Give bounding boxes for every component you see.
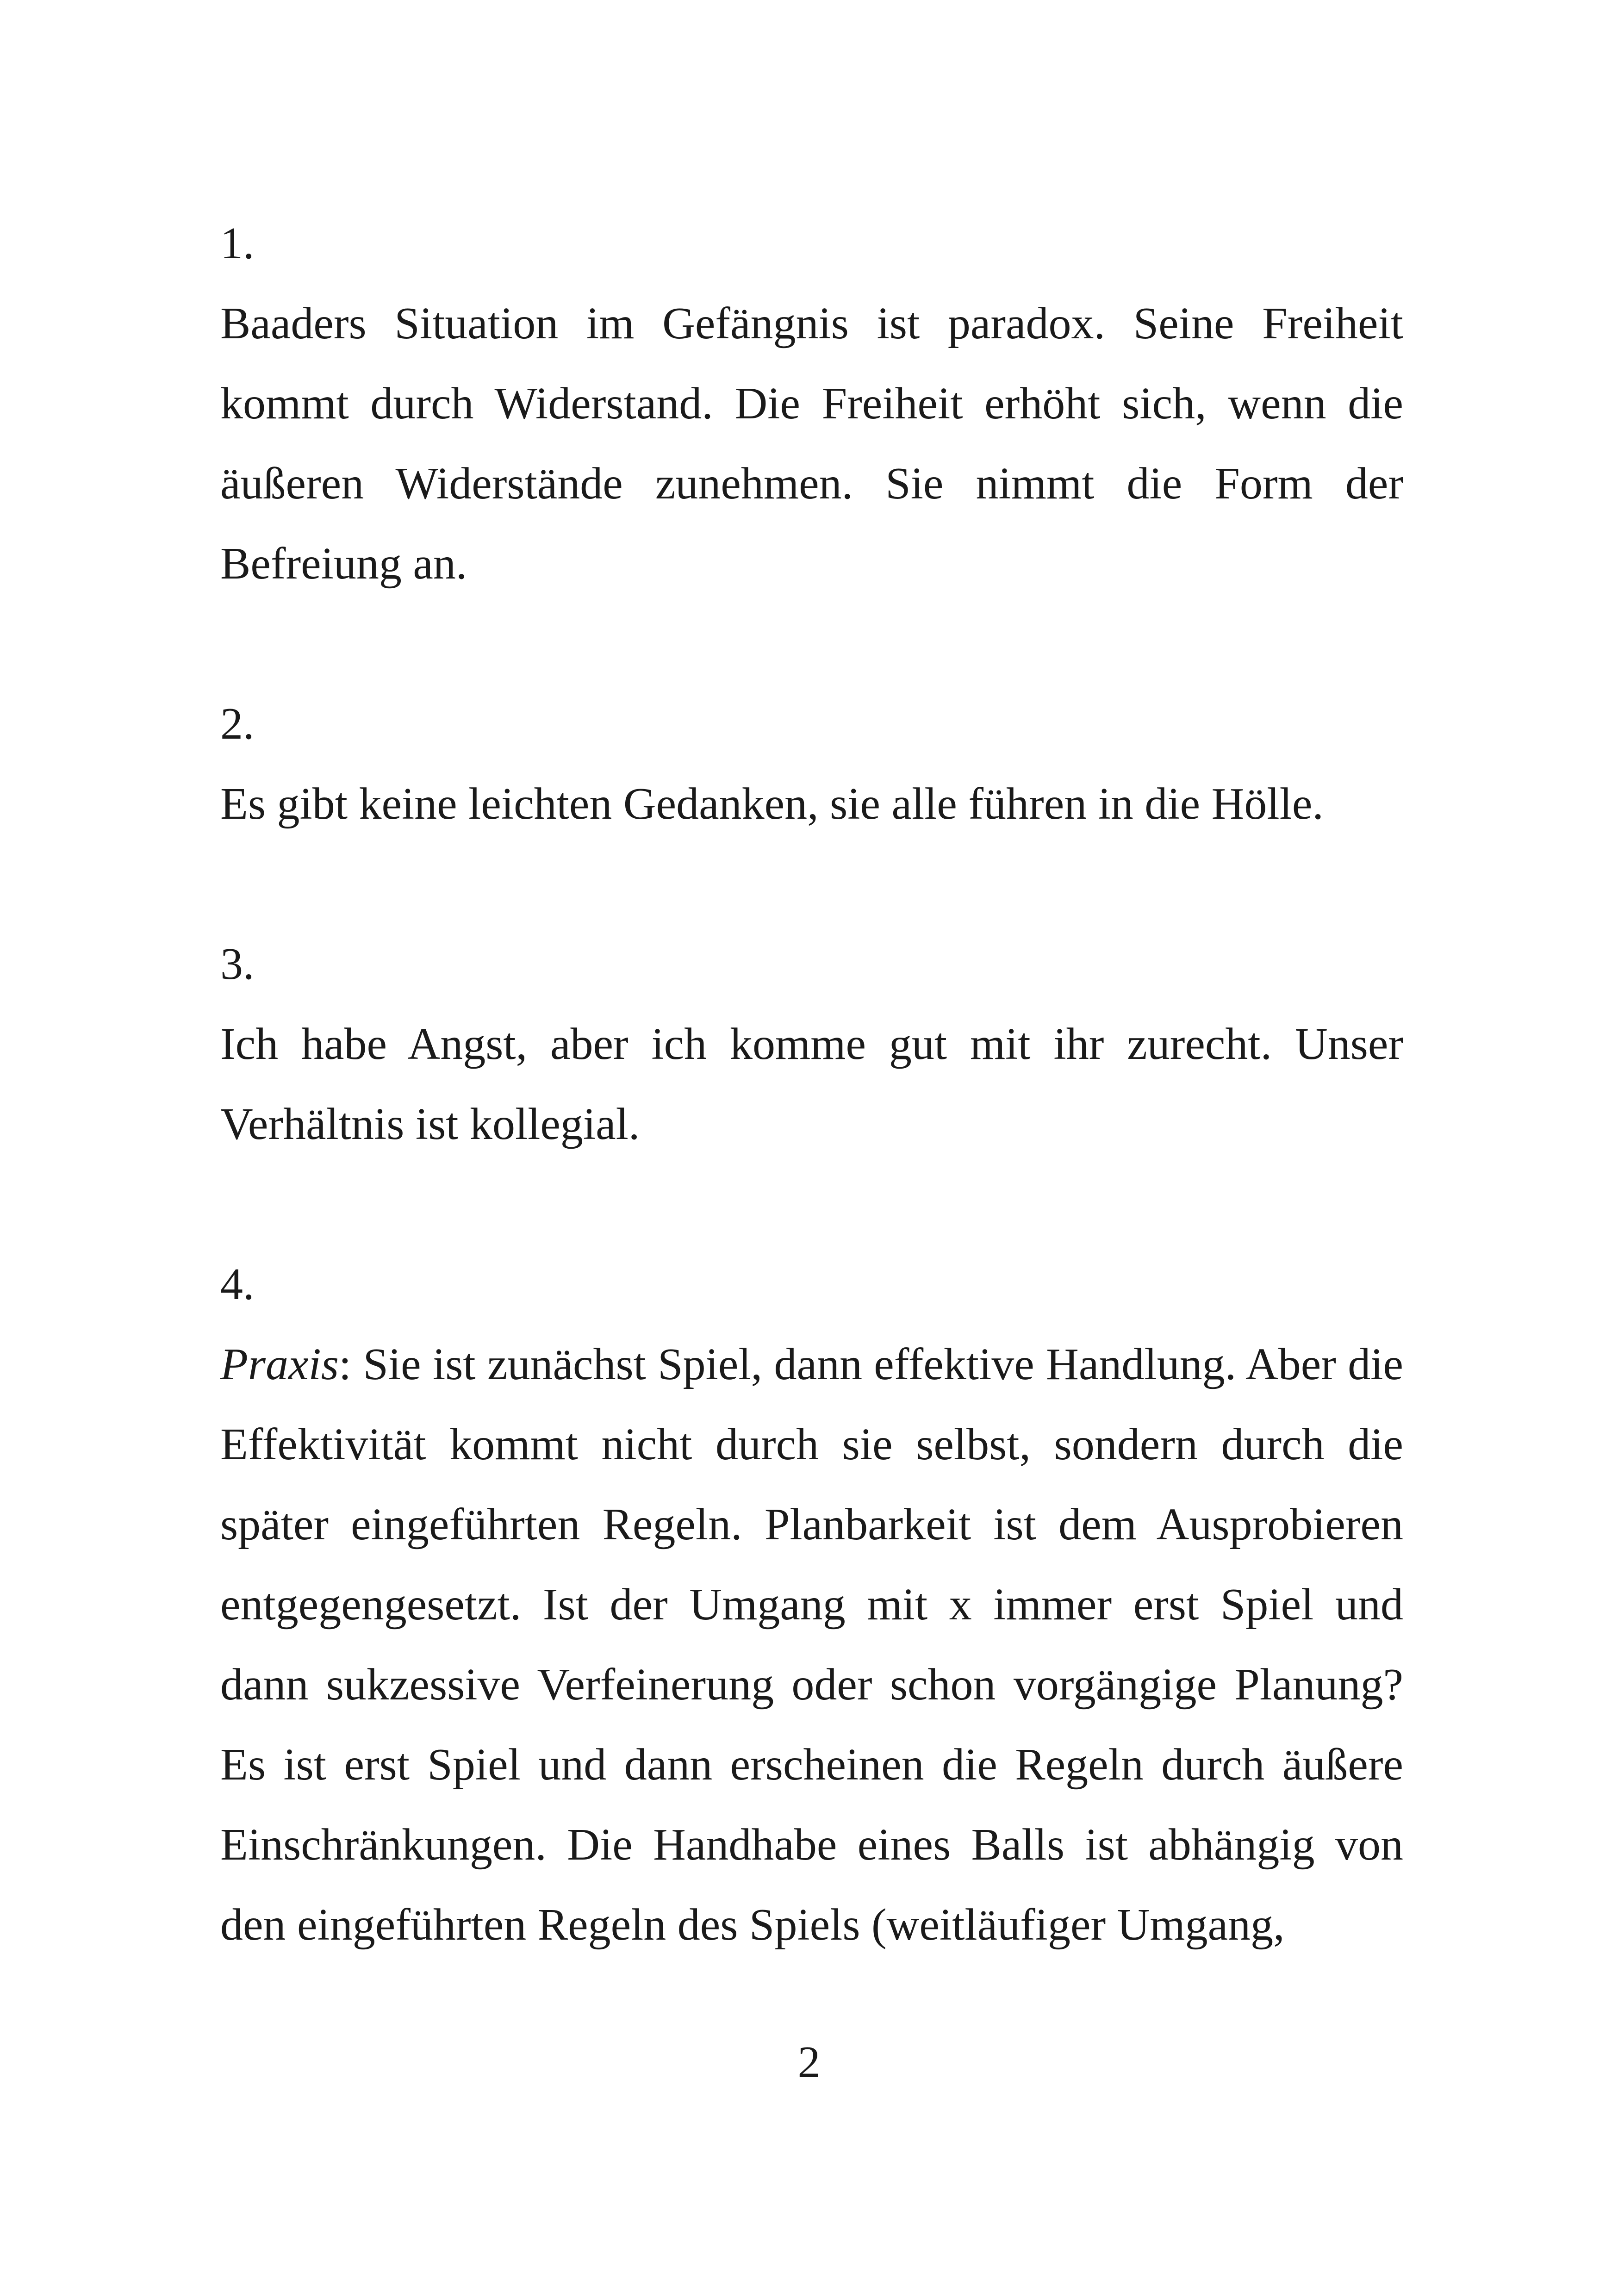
section-spacer	[220, 1164, 1403, 1244]
section-spacer	[220, 844, 1403, 924]
section-number: 3.	[220, 939, 255, 989]
section-spacer	[220, 604, 1403, 684]
section-3	[220, 924, 1403, 1164]
section-paragraph: Baaders Situation im Gefängnis ist paradox. Seine Freiheit kommt durch Widerstand. Die Freiheit erhöht sich, wenn die äußeren Widerstände zunehmen. Sie nimmt die Form der Befreiung an.	[220, 299, 1403, 589]
section-1	[220, 204, 1403, 604]
section-2	[220, 684, 1403, 844]
section-4	[220, 1244, 1403, 1965]
section-paragraph	[220, 1325, 1403, 1965]
section-paragraph: Es gibt keine leichten Gedanken, sie alle führen in die Hölle.	[220, 779, 1324, 829]
italic-term: Praxis	[220, 1339, 339, 1389]
section-number: 4.	[220, 1259, 255, 1309]
section-number: 2.	[220, 699, 255, 749]
section-paragraph: Ich habe Angst, aber ich komme gut mit ihr zurecht. Unser Verhältnis ist kollegial.	[220, 1019, 1403, 1149]
section-number: 1.	[220, 218, 255, 268]
document-page-body	[220, 204, 1403, 1965]
page-number: 2	[797, 2037, 821, 2087]
paragraph-text: : Sie ist zunächst Spiel, dann effektive Handlung. Aber die Effektivität kommt nicht durch sie selbst, sondern durch die später eingeführten Regeln. Planbarkeit ist dem Ausprobieren entgegengesetzt. Ist der Umgang mit x immer erst Spiel und dann sukzessive Verfeinerung oder schon vorgängige Planung? Es ist erst Spiel und dann erscheinen die Regeln durch äußere Einschränkungen. Die Handhabe eines Balls ist abhängig von den eingeführten Regeln des Spiels (weitläufiger Umgang,	[220, 1339, 1403, 1950]
